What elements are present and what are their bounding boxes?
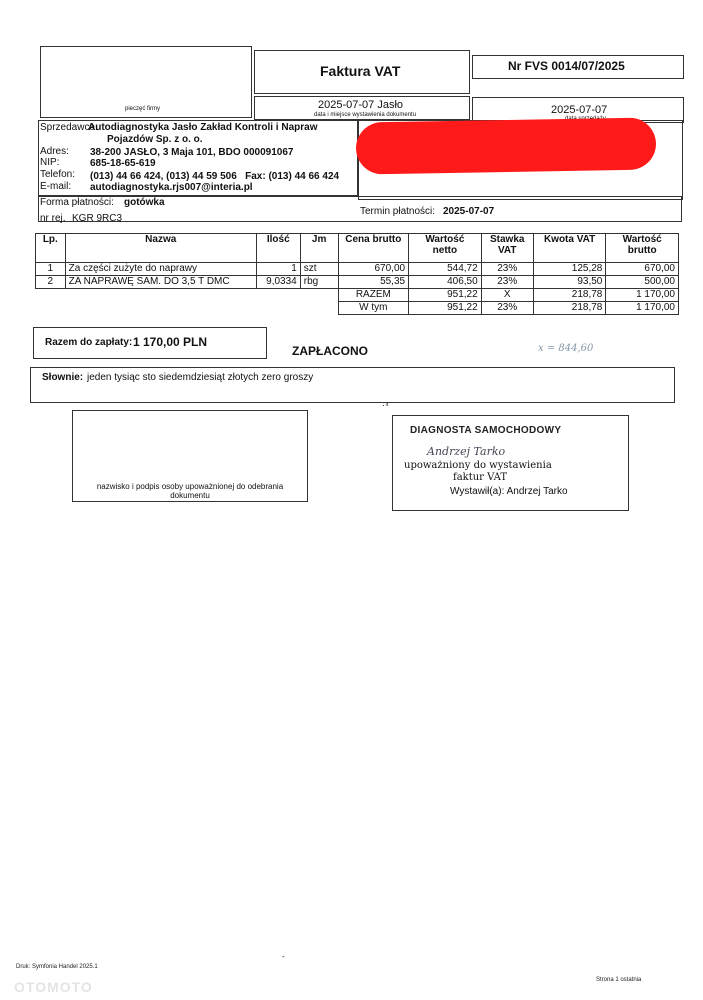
- document-title: Faktura VAT: [320, 63, 401, 79]
- row-unit: szt: [300, 263, 338, 276]
- pen-mark: ·⁴: [382, 400, 389, 410]
- stamp-name: Andrzej Tarko: [427, 445, 506, 458]
- to-pay-label: Razem do zapłaty:: [45, 337, 133, 348]
- row-net: 406,50: [409, 276, 482, 289]
- seller-phone: (013) 44 66 424, (013) 44 59 506 Fax: (013) 44 66 424: [90, 171, 340, 182]
- incl-vat: 218,78: [533, 302, 606, 315]
- stamp-text2: faktur VAT: [453, 472, 508, 483]
- incl-label: W tym: [338, 302, 409, 315]
- incl-rate: 23%: [481, 302, 533, 315]
- row-lp: 1: [36, 263, 66, 276]
- col-rate: Stawka VAT: [481, 234, 533, 263]
- row-gross: 500,00: [606, 276, 679, 289]
- row-name: ZA NAPRAWĘ SAM. DO 3,5 T DMC: [65, 276, 256, 289]
- row-net: 544,72: [409, 263, 482, 276]
- col-unit: Jm: [300, 234, 338, 263]
- paid-stamp: ZAPŁACONO: [292, 344, 368, 358]
- totals-row: [36, 289, 679, 302]
- issue-date-place: 2025-07-07 Jasło: [318, 99, 404, 111]
- seller-label: Sprzedawca:: [40, 122, 98, 133]
- col-price: Cena brutto: [338, 234, 409, 263]
- total-net: 951,22: [409, 289, 482, 302]
- registration-number: KGR 9RC3: [72, 213, 123, 224]
- row-unit: rbg: [300, 276, 338, 289]
- footer-right: Strona 1 ostatnia: [596, 977, 642, 983]
- col-vat: Kwota VAT: [533, 234, 606, 263]
- items-table: [35, 233, 679, 315]
- seller-email: autodiagnostyka.rjs007@interia.pl: [90, 182, 253, 193]
- tick-mark: -: [282, 952, 285, 961]
- row-rate: 23%: [481, 276, 533, 289]
- row-price: 670,00: [338, 263, 409, 276]
- col-name: Nazwa: [65, 234, 256, 263]
- company-stamp-label: pieczęć firmy: [125, 106, 161, 112]
- row-qty: 9,0334: [256, 276, 300, 289]
- row-lp: 2: [36, 276, 66, 289]
- issued-by: Wystawił(a): Andrzej Tarko: [450, 486, 568, 497]
- col-net: Wartość netto: [409, 234, 482, 263]
- footer-left: Druk: Symfonia Handel 2025.1: [16, 964, 98, 970]
- seller-address-label: Adres:: [40, 146, 69, 157]
- seller-name-line1: Autodiagnostyka Jasło Zakład Kontroli i Napraw: [88, 122, 318, 133]
- row-vat: 125,28: [533, 263, 606, 276]
- col-qty: Ilość: [256, 234, 300, 263]
- row-vat: 93,50: [533, 276, 606, 289]
- registration-label: nr rej.: [40, 213, 66, 224]
- row-rate: 23%: [481, 263, 533, 276]
- col-gross: Wartość brutto: [606, 234, 679, 263]
- issue-date-label: data i miejsce wystawienia dokumentu: [314, 112, 417, 118]
- invoice-number: Nr FVS 0014/07/2025: [508, 59, 625, 73]
- words-amount: jeden tysiąc sto siedemdziesiąt złotych zero groszy: [87, 372, 314, 383]
- payment-form-label: Forma płatności:: [40, 197, 114, 208]
- payment-due: 2025-07-07: [443, 206, 495, 217]
- row-price: 55,35: [338, 276, 409, 289]
- including-row: [36, 302, 679, 315]
- seller-nip: 685-18-65-619: [90, 158, 156, 169]
- row-name: Za części zużyte do naprawy: [65, 263, 256, 276]
- sale-date: 2025-07-07: [551, 104, 608, 116]
- watermark-logo: OTOMOTO: [14, 979, 93, 995]
- table-row: [36, 263, 679, 276]
- total-rate: X: [481, 289, 533, 302]
- to-pay-amount: 1 170,00 PLN: [133, 335, 208, 349]
- incl-gross: 1 170,00: [606, 302, 679, 315]
- table-row: [36, 276, 679, 289]
- handwritten-note: x = 844,60: [538, 343, 594, 354]
- total-label: RAZEM: [338, 289, 409, 302]
- payment-due-label: Termin płatności:: [360, 206, 436, 217]
- payment-form: gotówka: [124, 197, 165, 208]
- seller-email-label: E-mail:: [40, 181, 72, 192]
- seller-nip-label: NIP:: [40, 157, 60, 168]
- stamp-text1: upoważniony do wystawienia: [404, 460, 552, 471]
- seller-phone-label: Telefon:: [40, 169, 76, 180]
- seller-name-line2: Pojazdów Sp. z o. o.: [107, 134, 203, 145]
- row-qty: 1: [256, 263, 300, 276]
- table-header-row: [36, 234, 679, 263]
- stamp-title: DIAGNOSTA SAMOCHODOWY: [410, 425, 562, 436]
- col-lp: Lp.: [36, 234, 66, 263]
- words-label: Słownie:: [42, 372, 84, 383]
- incl-net: 951,22: [409, 302, 482, 315]
- buyer-redaction: [356, 117, 657, 174]
- seller-address: 38-200 JASŁO, 3 Maja 101, BDO 000091067: [90, 147, 294, 158]
- row-gross: 670,00: [606, 263, 679, 276]
- total-gross: 1 170,00: [606, 289, 679, 302]
- total-vat: 218,78: [533, 289, 606, 302]
- receiver-signature-label: nazwisko i podpis osoby upoważnionej do odebrania dokumentu: [96, 482, 284, 500]
